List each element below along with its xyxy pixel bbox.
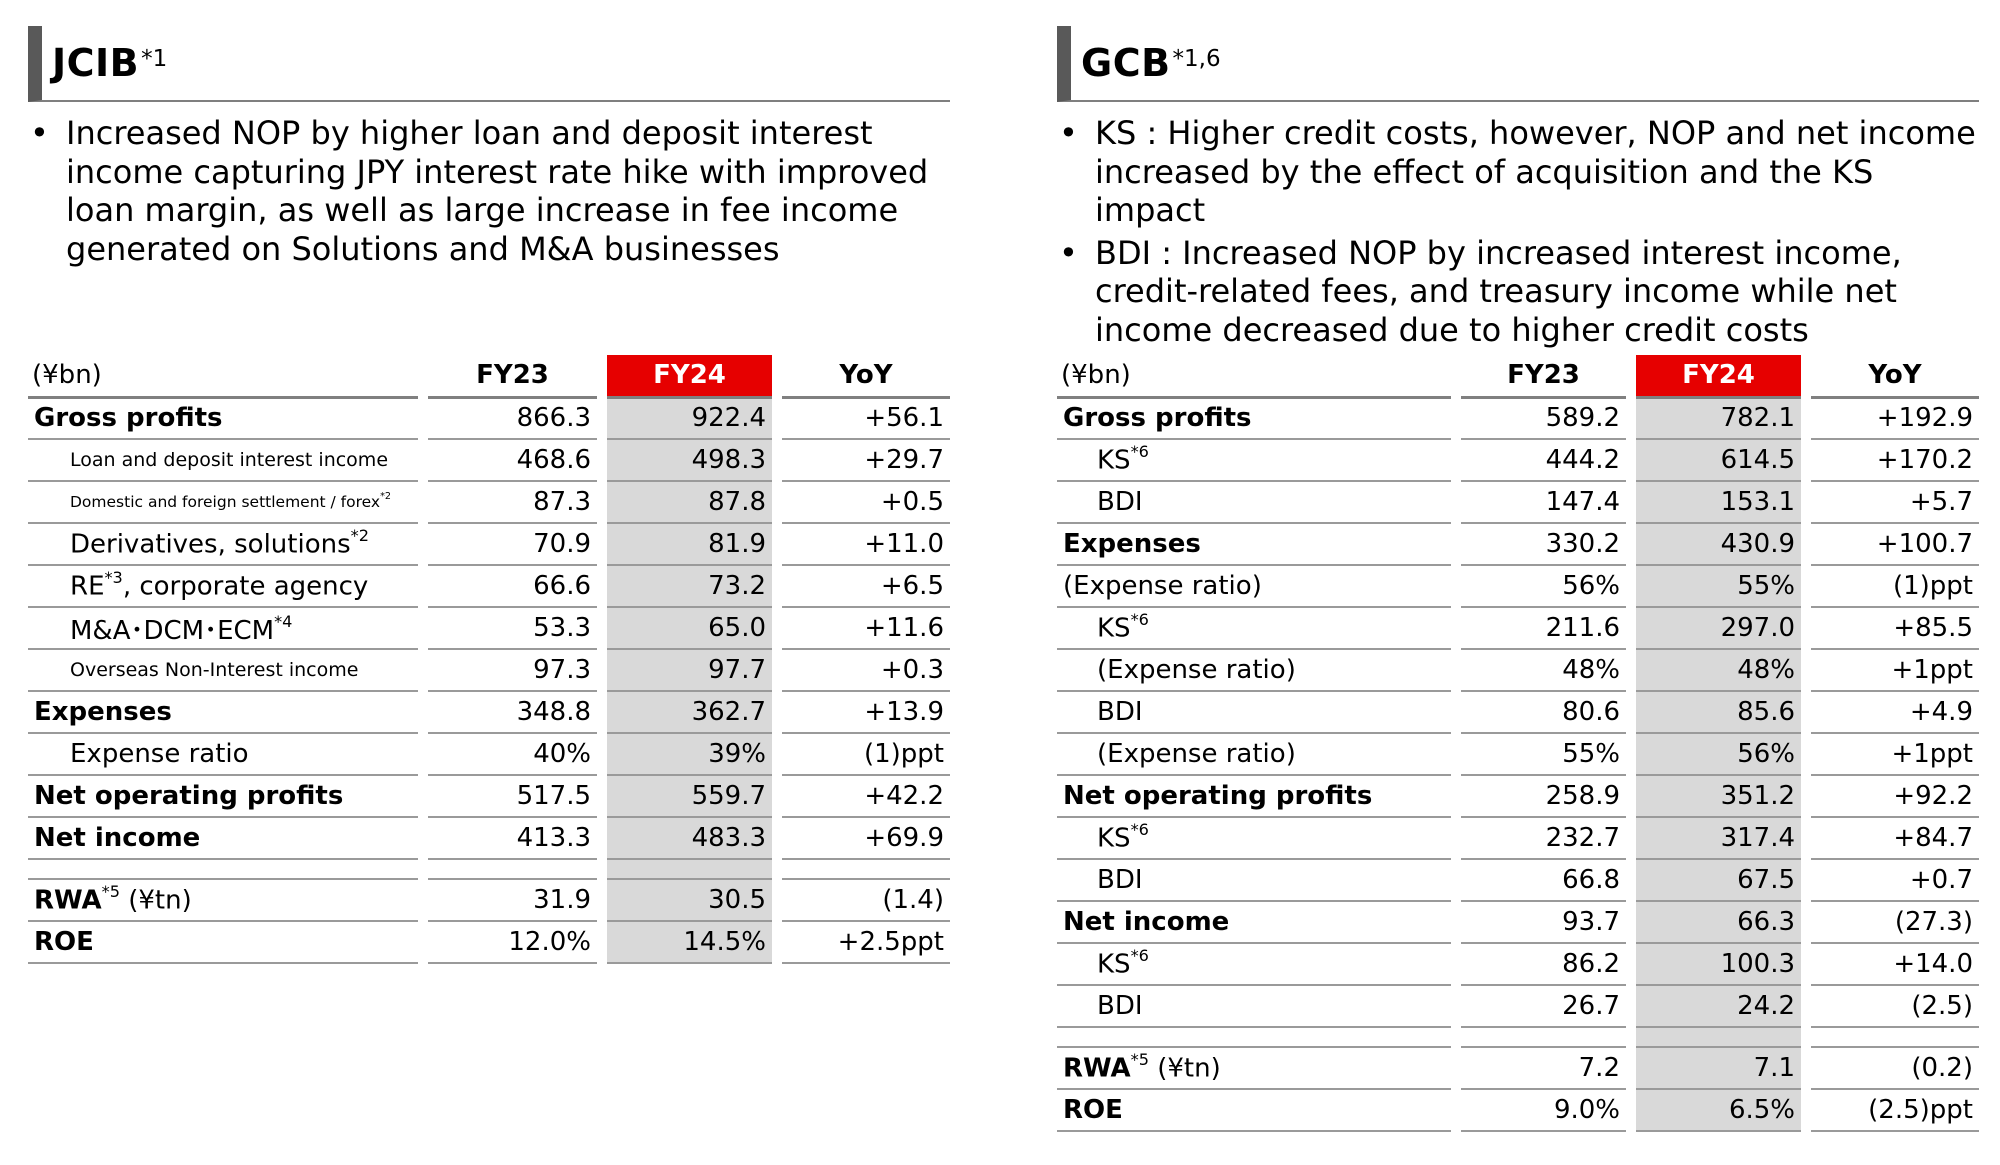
fy23-value: 9.0% <box>1461 1089 1626 1131</box>
jcib-bullets <box>28 114 950 268</box>
yoy-value: +192.9 <box>1811 397 1979 439</box>
yoy-value: (2.5)ppt <box>1811 1089 1979 1131</box>
footnote-marker: *2 <box>380 490 391 502</box>
table-row <box>1057 985 1979 1027</box>
footnote-marker: *5 <box>1130 1050 1149 1070</box>
row-label-text: KS <box>1097 445 1131 476</box>
footnote-marker: *6 <box>1130 442 1149 462</box>
yoy-value: +13.9 <box>782 691 950 733</box>
row-label <box>1057 1047 1451 1089</box>
table-row <box>1057 859 1979 901</box>
row-label: (Expense ratio) <box>1057 649 1451 691</box>
fy23-value: 48% <box>1461 649 1626 691</box>
fy23-value: 66.6 <box>428 565 597 607</box>
fy24-value: 14.5% <box>607 921 772 963</box>
yoy-value: (1)ppt <box>782 733 950 775</box>
row-label: Loan and deposit interest income <box>28 439 418 481</box>
row-label: BDI <box>1057 481 1451 523</box>
yoy-value: +5.7 <box>1811 481 1979 523</box>
jcib-header <box>28 26 950 102</box>
fy24-value: 922.4 <box>607 397 772 439</box>
row-label-text: Domestic and foreign settlement / forex <box>70 493 381 512</box>
fy24-value: 87.8 <box>607 481 772 523</box>
gcb-table <box>1057 355 1979 1132</box>
fy24-value: 30.5 <box>607 879 772 921</box>
yoy-value: +4.9 <box>1811 691 1979 733</box>
row-label: Gross profits <box>1057 397 1451 439</box>
jcib-title: JCIB <box>52 41 140 85</box>
fy24-value: 362.7 <box>607 691 772 733</box>
table-spacer-row <box>1057 1027 1979 1047</box>
footnote-marker: *6 <box>1130 610 1149 630</box>
table-row <box>1057 901 1979 943</box>
table-row <box>28 691 950 733</box>
row-label: Expenses <box>1057 523 1451 565</box>
fy24-value: 317.4 <box>1636 817 1801 859</box>
footnote-marker: *6 <box>1130 946 1149 966</box>
yoy-value: +6.5 <box>782 565 950 607</box>
row-label: BDI <box>1057 691 1451 733</box>
fy23-value: 87.3 <box>428 481 597 523</box>
yoy-value: +100.7 <box>1811 523 1979 565</box>
col-header-fy23: FY23 <box>1461 355 1626 397</box>
table-spacer-row <box>28 859 950 879</box>
table-row <box>1057 1047 1979 1089</box>
fy23-value: 55% <box>1461 733 1626 775</box>
fy24-value: 614.5 <box>1636 439 1801 481</box>
row-label-text: RWA <box>34 885 102 916</box>
fy23-value: 66.8 <box>1461 859 1626 901</box>
yoy-value: +85.5 <box>1811 607 1979 649</box>
yoy-value: +11.6 <box>782 607 950 649</box>
row-label <box>1057 943 1451 985</box>
col-header-yoy: YoY <box>1811 355 1979 397</box>
table-row <box>28 649 950 691</box>
table-row <box>28 817 950 859</box>
fy23-value: 80.6 <box>1461 691 1626 733</box>
fy23-value: 517.5 <box>428 775 597 817</box>
row-label-text: Derivatives, solutions <box>70 529 351 560</box>
row-label-text: RWA <box>1063 1053 1131 1084</box>
yoy-value: (1)ppt <box>1811 565 1979 607</box>
yoy-value: (0.2) <box>1811 1047 1979 1089</box>
table-row <box>28 397 950 439</box>
fy23-value: 232.7 <box>1461 817 1626 859</box>
fy23-value: 40% <box>428 733 597 775</box>
gcb-bullets <box>1057 114 1979 349</box>
table-row <box>28 523 950 565</box>
row-label: ROE <box>1057 1089 1451 1131</box>
fy23-value: 70.9 <box>428 523 597 565</box>
table-row <box>28 775 950 817</box>
yoy-value: +14.0 <box>1811 943 1979 985</box>
fy23-value: 330.2 <box>1461 523 1626 565</box>
row-label: Net income <box>28 817 418 859</box>
yoy-value: +69.9 <box>782 817 950 859</box>
row-label-text: KS <box>1097 949 1131 980</box>
table-row <box>1057 691 1979 733</box>
yoy-value: +1ppt <box>1811 733 1979 775</box>
row-label <box>28 879 418 921</box>
fy23-value: 86.2 <box>1461 943 1626 985</box>
row-label <box>28 523 418 565</box>
row-label-text: M&A･DCM･ECM <box>70 615 275 646</box>
row-label: ROE <box>28 921 418 963</box>
row-label: Net operating profits <box>1057 775 1451 817</box>
footnote-marker: *6 <box>1130 820 1149 840</box>
fy23-value: 31.9 <box>428 879 597 921</box>
fy24-value: 81.9 <box>607 523 772 565</box>
yoy-value: (1.4) <box>782 879 950 921</box>
table-header-row <box>28 355 950 397</box>
fy24-value: 782.1 <box>1636 397 1801 439</box>
footnote-marker: *3 <box>104 568 123 588</box>
yoy-value: +42.2 <box>782 775 950 817</box>
col-header-fy24: FY24 <box>1636 355 1801 397</box>
fy24-value: 559.7 <box>607 775 772 817</box>
fy23-value: 12.0% <box>428 921 597 963</box>
row-label <box>1057 607 1451 649</box>
fy24-value: 430.9 <box>1636 523 1801 565</box>
table-row <box>1057 775 1979 817</box>
footnote-marker: *5 <box>101 882 120 902</box>
table-row <box>1057 943 1979 985</box>
gcb-title: GCB <box>1081 41 1171 85</box>
gcb-bullet: • BDI : Increased NOP by increased interest income, credit-related fees, and treasury income while net income decreased due to higher credit costs <box>1057 234 1979 350</box>
fy23-value: 468.6 <box>428 439 597 481</box>
footnote-marker: *4 <box>274 611 293 631</box>
yoy-value: +2.5ppt <box>782 921 950 963</box>
col-header-yoy: YoY <box>782 355 950 397</box>
yoy-value: +11.0 <box>782 523 950 565</box>
yoy-value: +92.2 <box>1811 775 1979 817</box>
gcb-title-footnote: *1,6 <box>1172 46 1221 72</box>
fy24-value: 97.7 <box>607 649 772 691</box>
row-label: Net income <box>1057 901 1451 943</box>
table-row <box>1057 397 1979 439</box>
row-label: Net operating profits <box>28 775 418 817</box>
fy24-value: 56% <box>1636 733 1801 775</box>
yoy-value: +1ppt <box>1811 649 1979 691</box>
fy23-value: 7.2 <box>1461 1047 1626 1089</box>
yoy-value: (27.3) <box>1811 901 1979 943</box>
fy24-value: 67.5 <box>1636 859 1801 901</box>
fy24-value: 24.2 <box>1636 985 1801 1027</box>
fy24-value: 85.6 <box>1636 691 1801 733</box>
col-header-fy23: FY23 <box>428 355 597 397</box>
row-label <box>28 481 418 523</box>
col-header-fy24: FY24 <box>607 355 772 397</box>
unit-label: (¥bn) <box>1057 355 1451 397</box>
yoy-value: +29.7 <box>782 439 950 481</box>
fy23-value: 147.4 <box>1461 481 1626 523</box>
yoy-value: +0.7 <box>1811 859 1979 901</box>
row-label: Gross profits <box>28 397 418 439</box>
row-label-text: (¥tn) <box>1148 1053 1221 1084</box>
row-label: Expenses <box>28 691 418 733</box>
jcib-table <box>28 355 950 964</box>
fy24-value: 6.5% <box>1636 1089 1801 1131</box>
table-row <box>28 733 950 775</box>
fy23-value: 444.2 <box>1461 439 1626 481</box>
table-row <box>28 921 950 963</box>
row-label-text: RE <box>70 571 105 602</box>
fy23-value: 258.9 <box>1461 775 1626 817</box>
table-row <box>28 439 950 481</box>
yoy-value: +170.2 <box>1811 439 1979 481</box>
fy23-value: 348.8 <box>428 691 597 733</box>
fy24-value: 7.1 <box>1636 1047 1801 1089</box>
table-row <box>1057 649 1979 691</box>
fy23-value: 413.3 <box>428 817 597 859</box>
jcib-panel <box>28 26 950 957</box>
fy23-value: 589.2 <box>1461 397 1626 439</box>
footnote-marker: *2 <box>350 526 369 546</box>
table-row <box>28 481 950 523</box>
table-row <box>1057 733 1979 775</box>
fy23-value: 93.7 <box>1461 901 1626 943</box>
fy24-value: 73.2 <box>607 565 772 607</box>
row-label: Overseas Non-Interest income <box>28 649 418 691</box>
fy24-value: 39% <box>607 733 772 775</box>
row-label-text: KS <box>1097 613 1131 644</box>
yoy-value: +0.5 <box>782 481 950 523</box>
yoy-value: +56.1 <box>782 397 950 439</box>
fy23-value: 26.7 <box>1461 985 1626 1027</box>
table-row <box>1057 481 1979 523</box>
fy24-value: 65.0 <box>607 607 772 649</box>
table-row <box>1057 565 1979 607</box>
table-row <box>1057 523 1979 565</box>
fy23-value: 56% <box>1461 565 1626 607</box>
table-row <box>1057 817 1979 859</box>
row-label-text: KS <box>1097 823 1131 854</box>
unit-label: (¥bn) <box>28 355 418 397</box>
row-label: BDI <box>1057 985 1451 1027</box>
fy24-value: 351.2 <box>1636 775 1801 817</box>
table-header-row <box>1057 355 1979 397</box>
row-label <box>28 607 418 649</box>
fy24-value: 483.3 <box>607 817 772 859</box>
table-row <box>1057 607 1979 649</box>
row-label <box>1057 817 1451 859</box>
yoy-value: +84.7 <box>1811 817 1979 859</box>
row-label-text: (¥tn) <box>119 885 192 916</box>
table-row <box>28 607 950 649</box>
fy24-value: 498.3 <box>607 439 772 481</box>
yoy-value: (2.5) <box>1811 985 1979 1027</box>
table-row <box>28 565 950 607</box>
jcib-bullet: • Increased NOP by higher loan and deposit interest income capturing JPY interest rate hike with improved loan margin, as well as large increase in fee income generated on Solutions and M&A businesses <box>28 114 950 268</box>
fy23-value: 866.3 <box>428 397 597 439</box>
row-label <box>1057 439 1451 481</box>
table-row <box>1057 1089 1979 1131</box>
fy23-value: 53.3 <box>428 607 597 649</box>
table-row <box>28 879 950 921</box>
gcb-bullet: • KS : Higher credit costs, however, NOP and net income increased by the effect of acquisition and the KS impact <box>1057 114 1979 230</box>
gcb-panel <box>1057 26 1979 1125</box>
table-row <box>1057 439 1979 481</box>
row-label: BDI <box>1057 859 1451 901</box>
fy24-value: 66.3 <box>1636 901 1801 943</box>
row-label: (Expense ratio) <box>1057 565 1451 607</box>
fy24-value: 153.1 <box>1636 481 1801 523</box>
fy23-value: 97.3 <box>428 649 597 691</box>
fy24-value: 48% <box>1636 649 1801 691</box>
fy24-value: 297.0 <box>1636 607 1801 649</box>
row-label-text: , corporate agency <box>122 571 369 602</box>
row-label: (Expense ratio) <box>1057 733 1451 775</box>
yoy-value: +0.3 <box>782 649 950 691</box>
fy24-value: 55% <box>1636 565 1801 607</box>
fy23-value: 211.6 <box>1461 607 1626 649</box>
gcb-header <box>1057 26 1979 102</box>
row-label <box>28 565 418 607</box>
jcib-title-footnote: *1 <box>141 46 168 72</box>
row-label: Expense ratio <box>28 733 418 775</box>
fy24-value: 100.3 <box>1636 943 1801 985</box>
